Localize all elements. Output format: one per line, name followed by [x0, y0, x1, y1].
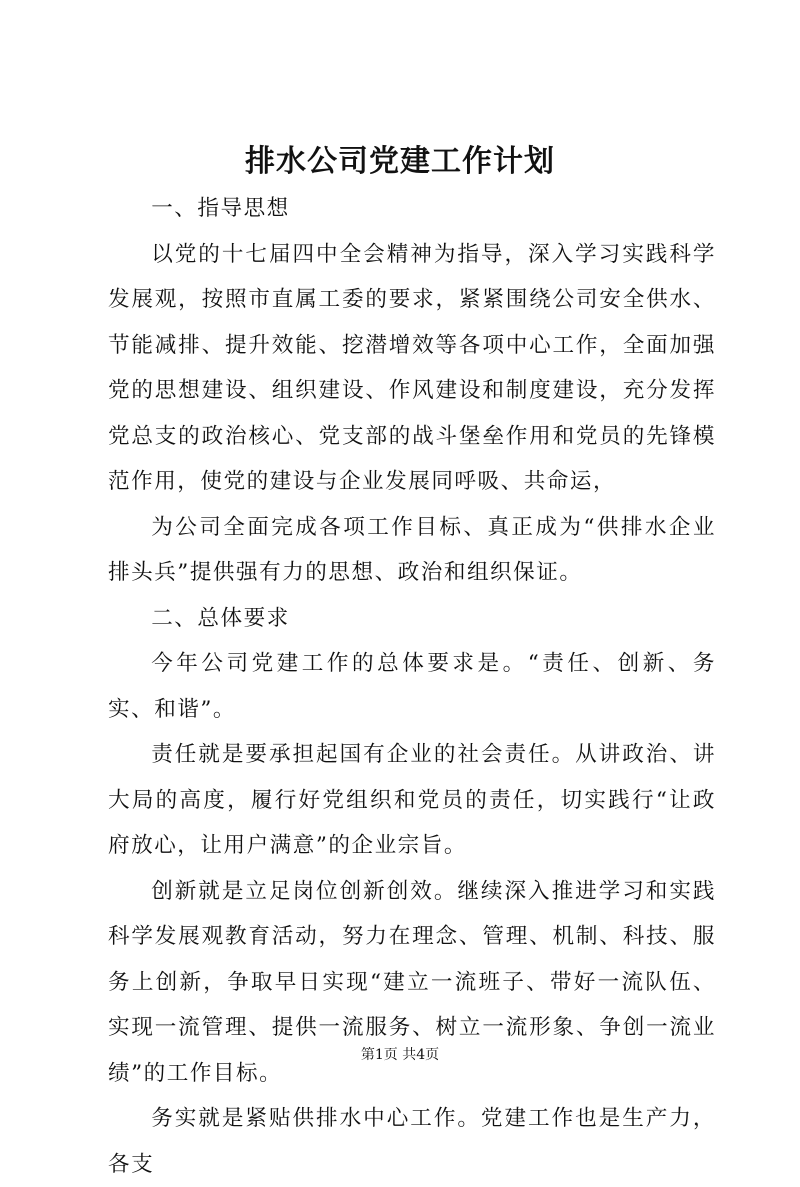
- page-number-footer: 第1页 共4页: [360, 1047, 440, 1063]
- paragraph: 以党的十七届四中全会精神为指导，深入学习实践科学发展观，按照市直属工委的要求，紧紧围绕公司安全供水、节能减排、提升效能、挖潜增效等各项中心工作，全面加强党的思想建设、组织建设、作风建设和制度建设，充分发挥党总支的政治核心、党支部的战斗堡垒作用和党员的先锋模范作用，使党的建设与企业发展同呼吸、共命运，: [108, 241, 716, 494]
- paragraph: 责任就是要承担起国有企业的社会责任。从讲政治、讲大局的高度，履行好党组织和党员的责任，切实践行“让政府放心，让用户满意”的企业宗旨。: [108, 742, 716, 858]
- document-body: [108, 186, 716, 1187]
- document-title: 排水公司党建工作计划: [245, 144, 555, 179]
- paragraph: 今年公司党建工作的总体要求是。“责任、创新、务实、和谐”。: [108, 651, 716, 722]
- paragraph: 为公司全面完成各项工作目标、真正成为“供排水企业排头兵”提供强有力的思想、政治和组织保证。: [108, 514, 716, 585]
- paragraph: 创新就是立足岗位创新创效。继续深入推进学习和实践科学发展观教育活动，努力在理念、管理、机制、科技、服务上创新，争取早日实现“建立一流班子、带好一流队伍、实现一流管理、提供一流服务、树立一流形象、争创一流业绩”的工作目标。: [108, 878, 716, 1086]
- paragraph: 务实就是紧贴供排水中心工作。党建工作也是生产力，各支: [108, 1106, 716, 1177]
- section-heading-guiding-ideology: 一、指导思想: [151, 196, 290, 221]
- section-heading-overall-requirements: 二、总体要求: [151, 605, 290, 631]
